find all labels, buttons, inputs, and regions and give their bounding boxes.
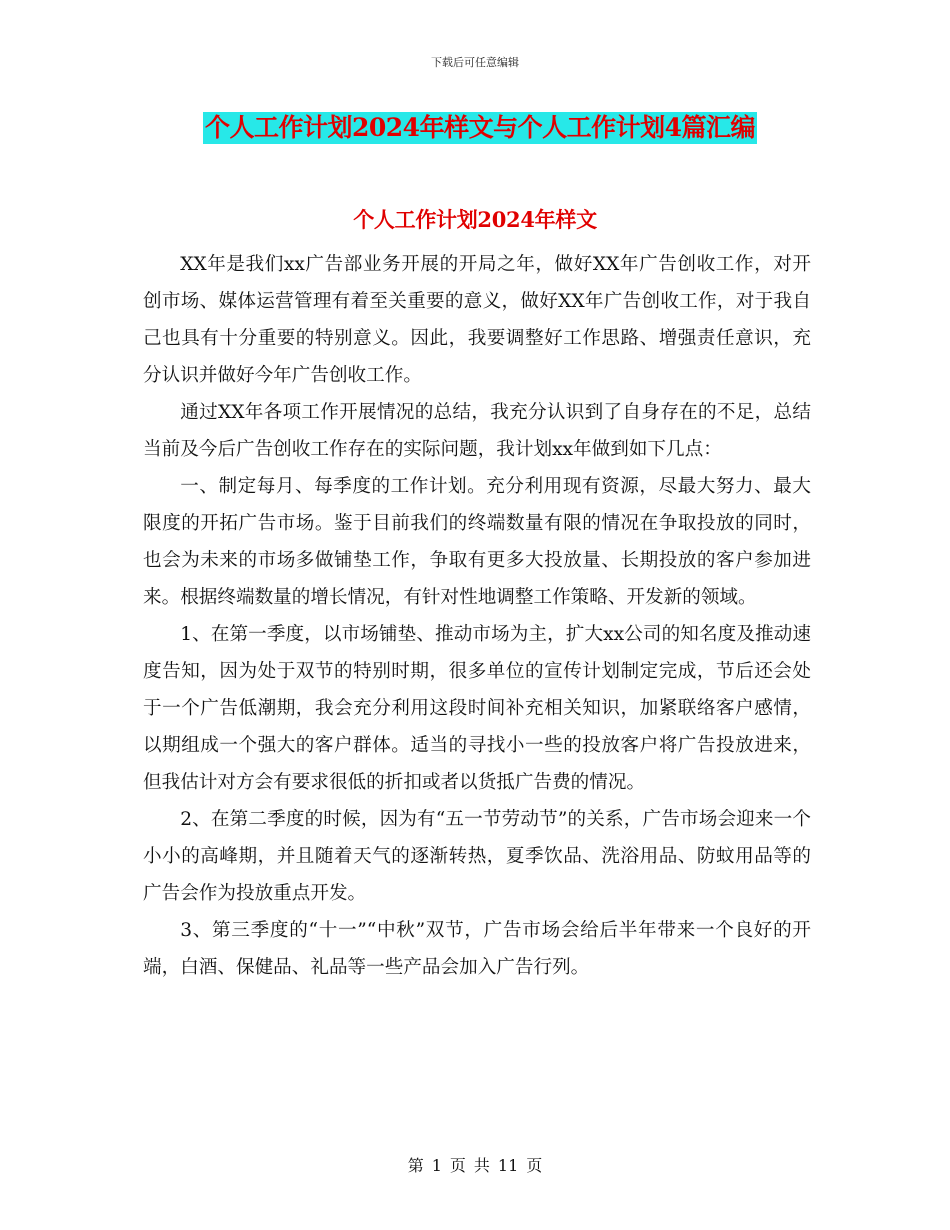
header-note: 下载后可任意编辑 bbox=[431, 56, 519, 69]
section-title: 个人工作计划2024年样文 bbox=[353, 207, 597, 232]
footer-page-number: 1 bbox=[431, 1156, 442, 1175]
footer-label-page: 第 bbox=[407, 1156, 424, 1175]
paragraph: 2、在第二季度的时候，因为有“五一节劳动节”的关系，广告市场会迎来一个小小的高峰期，并且随着天气的逐渐转热，夏季饮品、洗浴用品、防蚊用品等的广告会作为投放重点开发。 bbox=[143, 809, 811, 904]
document-main-title: 个人工作计划2024年样文与个人工作计划4篇汇编 bbox=[205, 113, 755, 142]
footer-total-pages: 11 bbox=[497, 1156, 519, 1175]
paragraph: 通过XX年各项工作开展情况的总结，我充分认识到了自身存在的不足，总结当前及今后广告创收工作存在的实际问题，我计划xx年做到如下几点： bbox=[143, 402, 811, 460]
paragraph: 1、在第一季度，以市场铺垫、推动市场为主，扩大xx公司的知名度及推动速度告知，因为处于双节的特别时期，很多单位的宣传计划制定完成，节后还会处于一个广告低潮期，我会充分利用这段时间补充相关知识，加紧联络客户感情，以期组成一个强大的客户群体。适当的寻找小一些的投放客户将广告投放进来，但我估计对方会有要求很低的折扣或者以货抵广告费的情况。 bbox=[143, 624, 811, 793]
document-body bbox=[143, 246, 811, 986]
paragraph: 3、第三季度的“十一”“中秋”双节，广告市场会给后半年带来一个良好的开端，白酒、保健品、礼品等一些产品会加入广告行列。 bbox=[143, 920, 811, 978]
footer-label-total: 共 bbox=[473, 1156, 490, 1175]
paragraph: XX年是我们xx广告部业务开展的开局之年，做好XX年广告创收工作，对开创市场、媒体运营管理有着至关重要的意义，做好XX年广告创收工作，对于我自己也具有十分重要的特别意义。因此，我要调整好工作思路、增强责任意识，充分认识并做好今年广告创收工作。 bbox=[143, 254, 811, 386]
page-footer bbox=[0, 1153, 950, 1176]
footer-label-of: 页 bbox=[449, 1156, 466, 1175]
footer-label-end: 页 bbox=[526, 1156, 543, 1175]
paragraph: 一、制定每月、每季度的工作计划。充分利用现有资源，尽最大努力、最大限度的开拓广告市场。鉴于目前我们的终端数量有限的情况在争取投放的同时，也会为未来的市场多做铺垫工作，争取有更多大投放量、长期投放的客户参加进来。根据终端数量的增长情况，有针对性地调整工作策略、开发新的领域。 bbox=[143, 476, 811, 608]
